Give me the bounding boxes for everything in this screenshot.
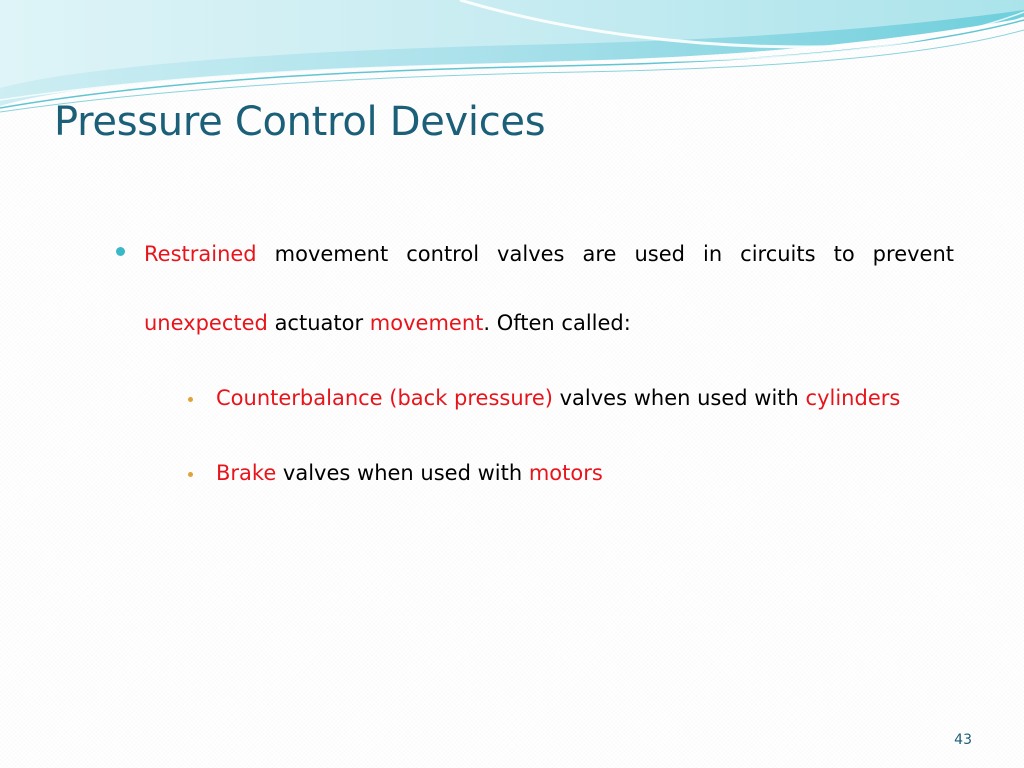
highlight-brake: Brake <box>216 461 277 485</box>
highlight-counterbalance: Counterbalance (back pressure) <box>216 386 553 410</box>
bullet-main <box>116 220 954 358</box>
highlight-restrained: Restrained <box>144 242 257 266</box>
bullet-main-text-3: . Often called: <box>483 311 631 335</box>
bullet-dot-level2 <box>188 472 193 477</box>
bullet-sub2-text: valves when used with <box>276 461 529 485</box>
highlight-unexpected: unexpected <box>144 311 268 335</box>
highlight-motors: motors <box>528 461 603 485</box>
page-number: 43 <box>954 732 972 748</box>
bullet-list <box>116 220 954 508</box>
bullet-sub1-text: valves when used with <box>552 386 806 410</box>
bullet-sub-brake <box>188 439 954 508</box>
bullet-main-text-2: actuator <box>267 311 370 335</box>
bullet-main-text-1: movement control valves are used in circuits to prevent <box>256 242 954 266</box>
bullet-dot-level1 <box>116 247 125 256</box>
bullet-sub-counterbalance <box>188 364 954 433</box>
slide-title: Pressure Control Devices <box>54 99 546 145</box>
bullet-dot-level2 <box>188 397 193 402</box>
highlight-cylinders: cylinders <box>805 386 901 410</box>
highlight-movement: movement <box>369 311 484 335</box>
